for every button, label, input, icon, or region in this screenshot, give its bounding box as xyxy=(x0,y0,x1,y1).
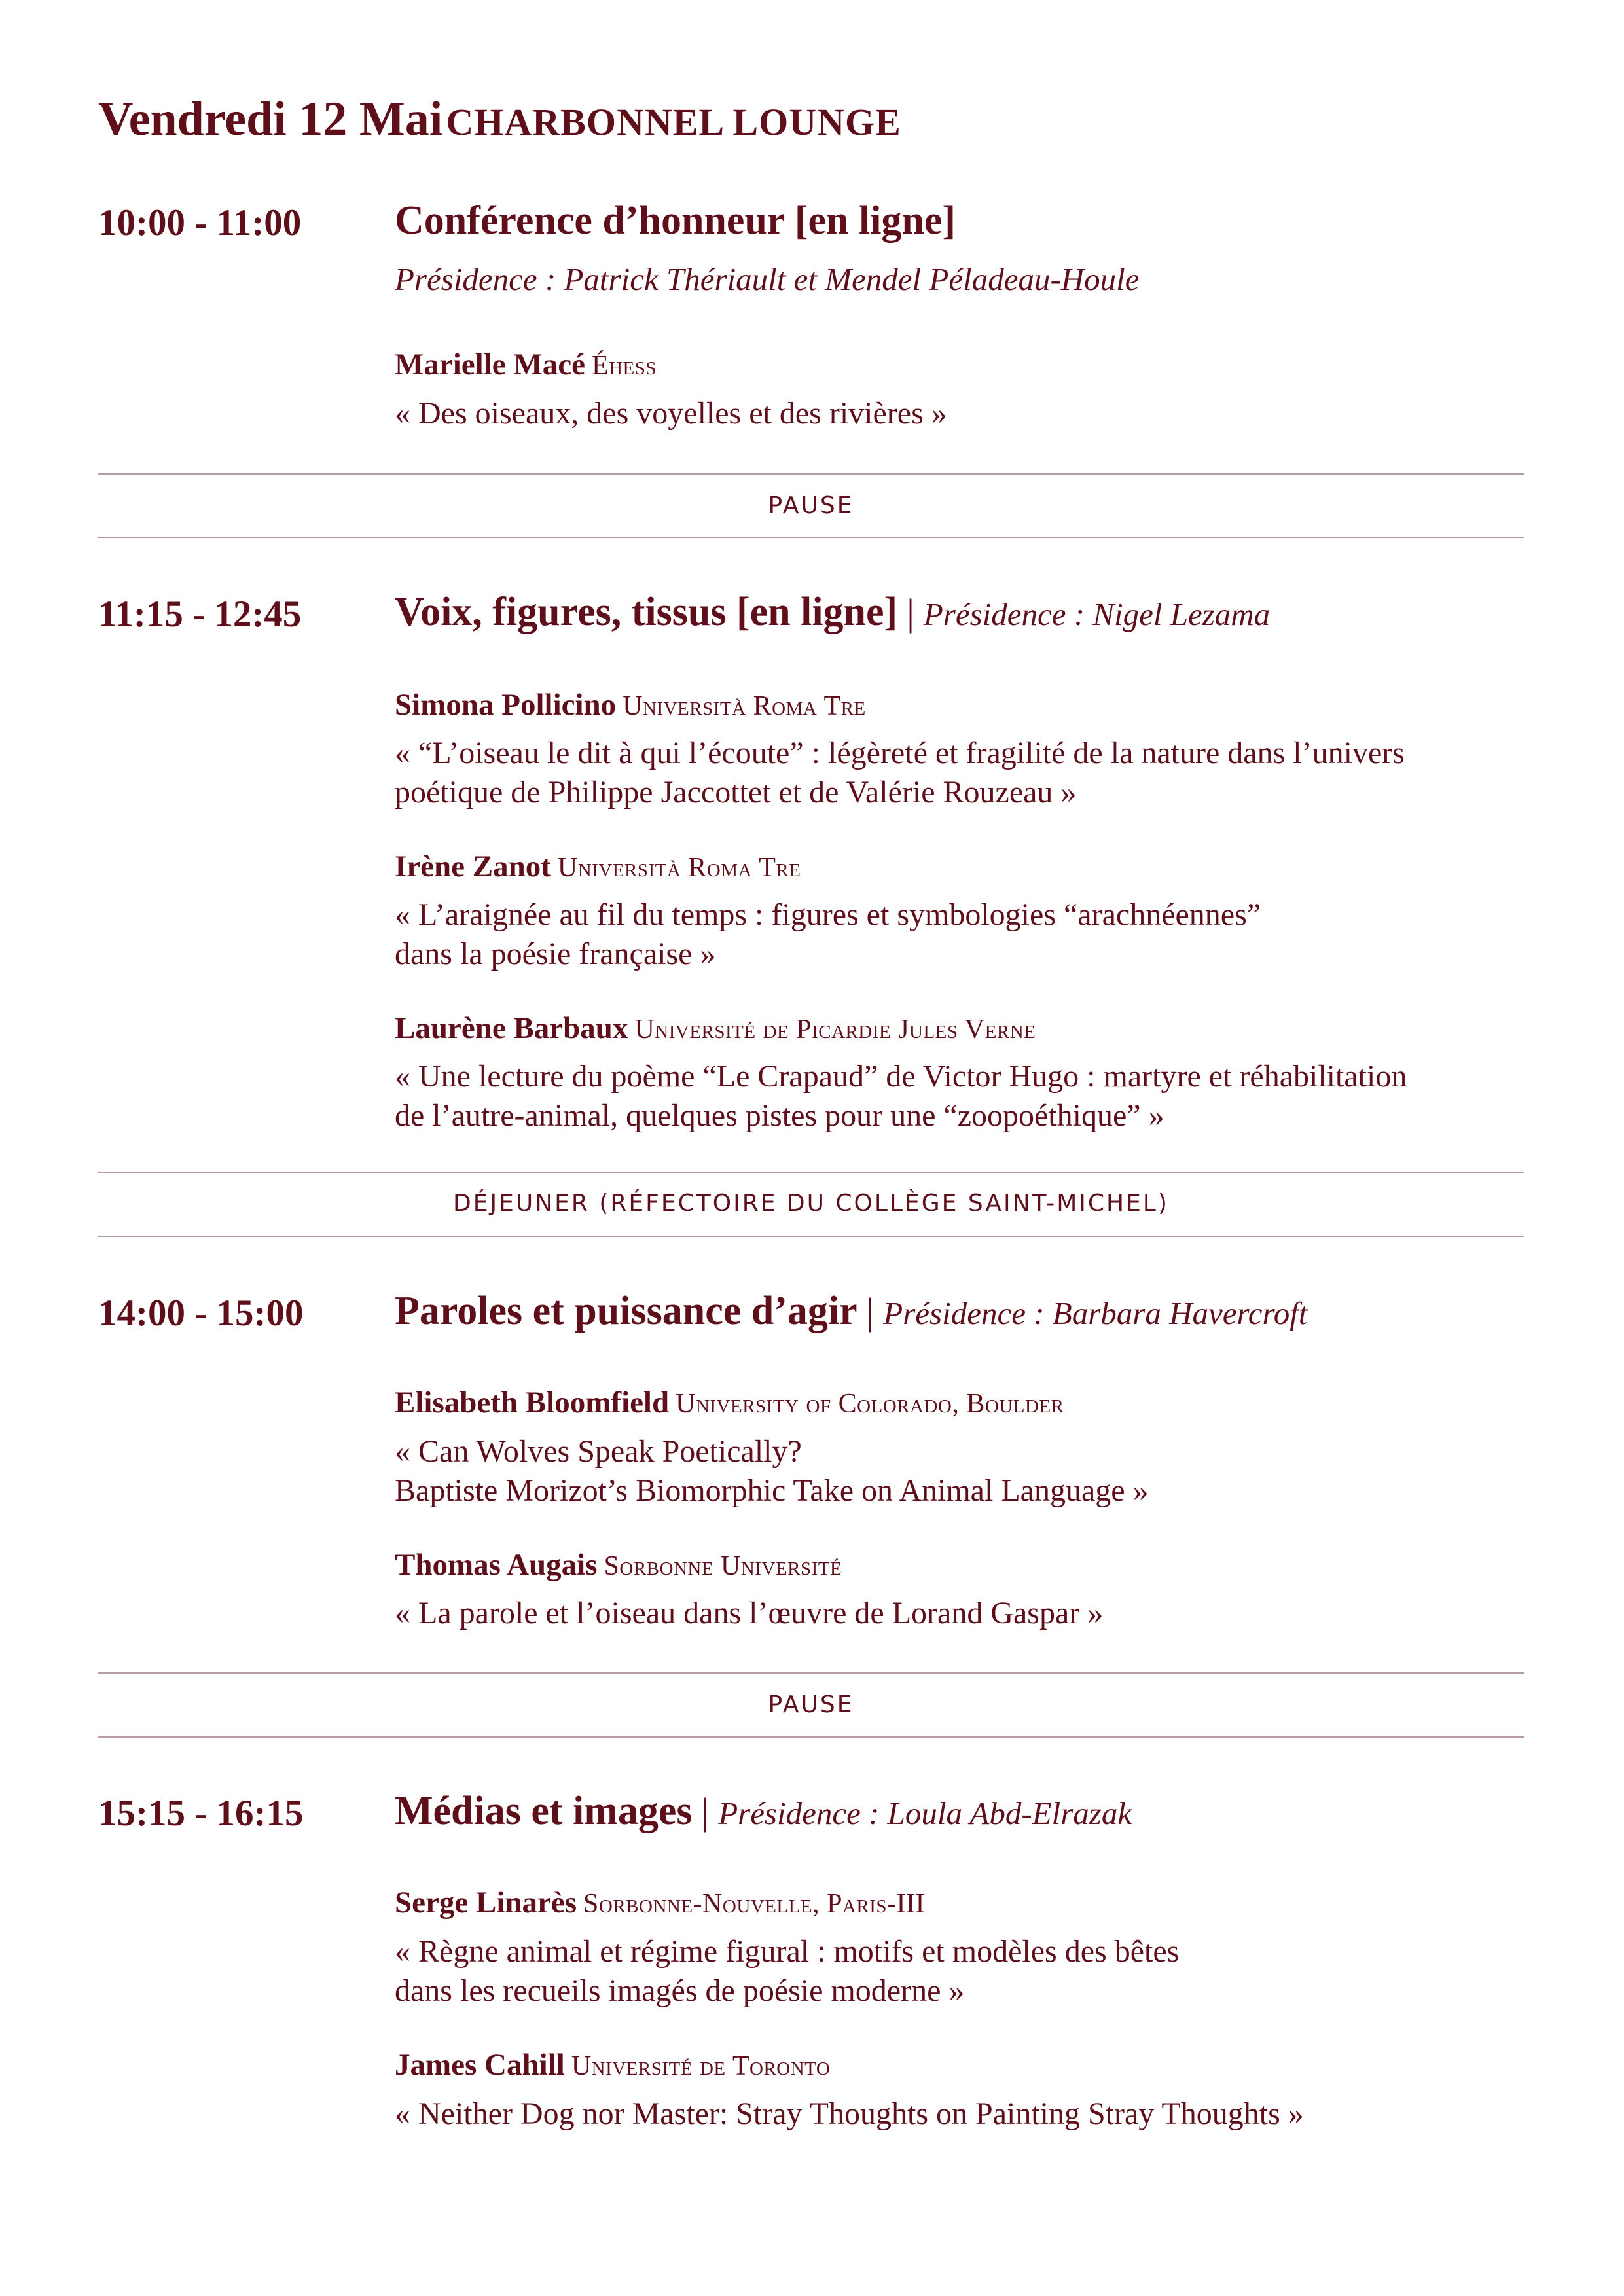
speaker-affiliation: Università Roma Tre xyxy=(623,691,866,721)
divider xyxy=(98,1736,1524,1738)
session-1-title: Conférence d’honneur [en ligne] xyxy=(395,198,956,243)
talk-title-line: Baptiste Morizot’s Biomorphic Take on Animal Language » xyxy=(395,1473,1149,1508)
talk-title xyxy=(395,1432,1527,1511)
speaker-affiliation: Université de Toronto xyxy=(571,2051,831,2081)
heading-day: Vendredi 12 Mai xyxy=(98,92,443,146)
talk-title-line: « Des oiseaux, des voyelles et des rivières » xyxy=(395,396,947,431)
talk-title-line: « Règne animal et régime figural : motifs et modèles des bêtes xyxy=(395,1934,1180,1969)
talk-title-line: de l’autre-animal, quelques pistes pour une “zoopoéthique” » xyxy=(395,1098,1164,1133)
session-4-title-line xyxy=(395,1788,1132,1835)
speaker-line xyxy=(395,1385,1064,1420)
session-1-title-line xyxy=(395,198,956,244)
talk-title xyxy=(395,1594,1527,1633)
divider xyxy=(98,1172,1524,1173)
heading-venue: CHARBONNEL LOUNGE xyxy=(446,101,901,143)
speaker-name: Irène Zanot xyxy=(395,850,551,884)
talk-title-line: « Une lecture du poème “Le Crapaud” de Victor Hugo : martyre et réhabilitation xyxy=(395,1059,1407,1094)
session-2-presidence: Présidence : Nigel Lezama xyxy=(923,596,1271,632)
break-label: PAUSE xyxy=(768,1691,854,1718)
talk-title-line: dans la poésie française » xyxy=(395,937,716,971)
page-heading xyxy=(98,92,901,147)
divider xyxy=(98,537,1524,538)
speaker-name: Simona Pollicino xyxy=(395,688,617,722)
speaker-name: Marielle Macé xyxy=(395,348,585,382)
session-4-title: Médias et images xyxy=(395,1789,693,1833)
talk-title xyxy=(395,2094,1527,2134)
session-3-title: Paroles et puissance d’agir xyxy=(395,1289,857,1333)
talk-title-line: « L’araignée au fil du temps : figures et symbologies “arachnéennes” xyxy=(395,897,1261,932)
speaker-name: Elisabeth Bloomfield xyxy=(395,1386,670,1420)
speaker-affiliation: Éhess xyxy=(591,351,657,381)
speaker-affiliation: Università Roma Tre xyxy=(557,853,801,883)
speaker-line xyxy=(395,1011,1036,1046)
speaker-affiliation: Université de Picardie Jules Verne xyxy=(634,1014,1036,1045)
speaker-line xyxy=(395,1547,842,1583)
title-separator: | xyxy=(866,1290,875,1333)
divider xyxy=(98,1236,1524,1237)
speaker-name: Serge Linarès xyxy=(395,1886,577,1920)
speaker-affiliation: Sorbonne Université xyxy=(604,1551,842,1581)
speaker-name: Thomas Augais xyxy=(395,1548,598,1582)
talk-title-line: « “L’oiseau le dit à qui l’écoute” : légèreté et fragilité de la nature dans l’univers xyxy=(395,736,1405,770)
divider xyxy=(98,473,1524,475)
talk-title xyxy=(395,1932,1527,2011)
title-separator: | xyxy=(907,591,914,634)
title-separator: | xyxy=(701,1790,710,1833)
speaker-name: James Cahill xyxy=(395,2048,565,2082)
session-4-presidence: Présidence : Loula Abd-Elrazak xyxy=(718,1795,1132,1831)
talk-title xyxy=(395,394,1527,433)
speaker-line xyxy=(395,849,801,884)
talk-title xyxy=(395,1057,1527,1136)
session-4-time: 15:15 - 16:15 xyxy=(98,1793,304,1834)
session-1-presidence: Présidence : Patrick Thériault et Mendel Péladeau-Houle xyxy=(395,261,1140,297)
session-1-time: 10:00 - 11:00 xyxy=(98,202,302,243)
divider xyxy=(98,1672,1524,1674)
speaker-line xyxy=(395,2047,830,2083)
speaker-affiliation: Sorbonne-Nouvelle, Paris-III xyxy=(583,1889,925,1919)
session-3-presidence: Présidence : Barbara Havercroft xyxy=(883,1295,1308,1331)
session-2-title: Voix, figures, tissus [en ligne] xyxy=(395,590,898,634)
talk-title-line: « La parole et l’oiseau dans l’œuvre de Lorand Gaspar » xyxy=(395,1596,1104,1630)
speaker-line xyxy=(395,347,657,382)
talk-title-line: poétique de Philippe Jaccottet et de Valérie Rouzeau » xyxy=(395,775,1077,810)
session-2-time: 11:15 - 12:45 xyxy=(98,594,302,635)
talk-title xyxy=(395,734,1527,812)
talk-title-line: « Neither Dog nor Master: Stray Thoughts on Painting Stray Thoughts » xyxy=(395,2096,1304,2131)
speaker-name: Laurène Barbaux xyxy=(395,1011,628,1045)
talk-title-line: « Can Wolves Speak Poetically? xyxy=(395,1434,802,1469)
speaker-affiliation: University of Colorado, Boulder xyxy=(676,1389,1064,1419)
session-2-title-line xyxy=(395,589,1270,636)
session-3-time: 14:00 - 15:00 xyxy=(98,1293,304,1334)
talk-title xyxy=(395,895,1527,974)
session-3-title-line xyxy=(395,1288,1307,1335)
speaker-line xyxy=(395,687,866,723)
break-label: PAUSE xyxy=(768,492,854,519)
talk-title-line: dans les recueils imagés de poésie moderne » xyxy=(395,1973,965,2008)
break-label: DÉJEUNER (RÉFECTOIRE DU COLLÈGE SAINT-MICHEL) xyxy=(453,1190,1169,1217)
speaker-line xyxy=(395,1885,925,1920)
